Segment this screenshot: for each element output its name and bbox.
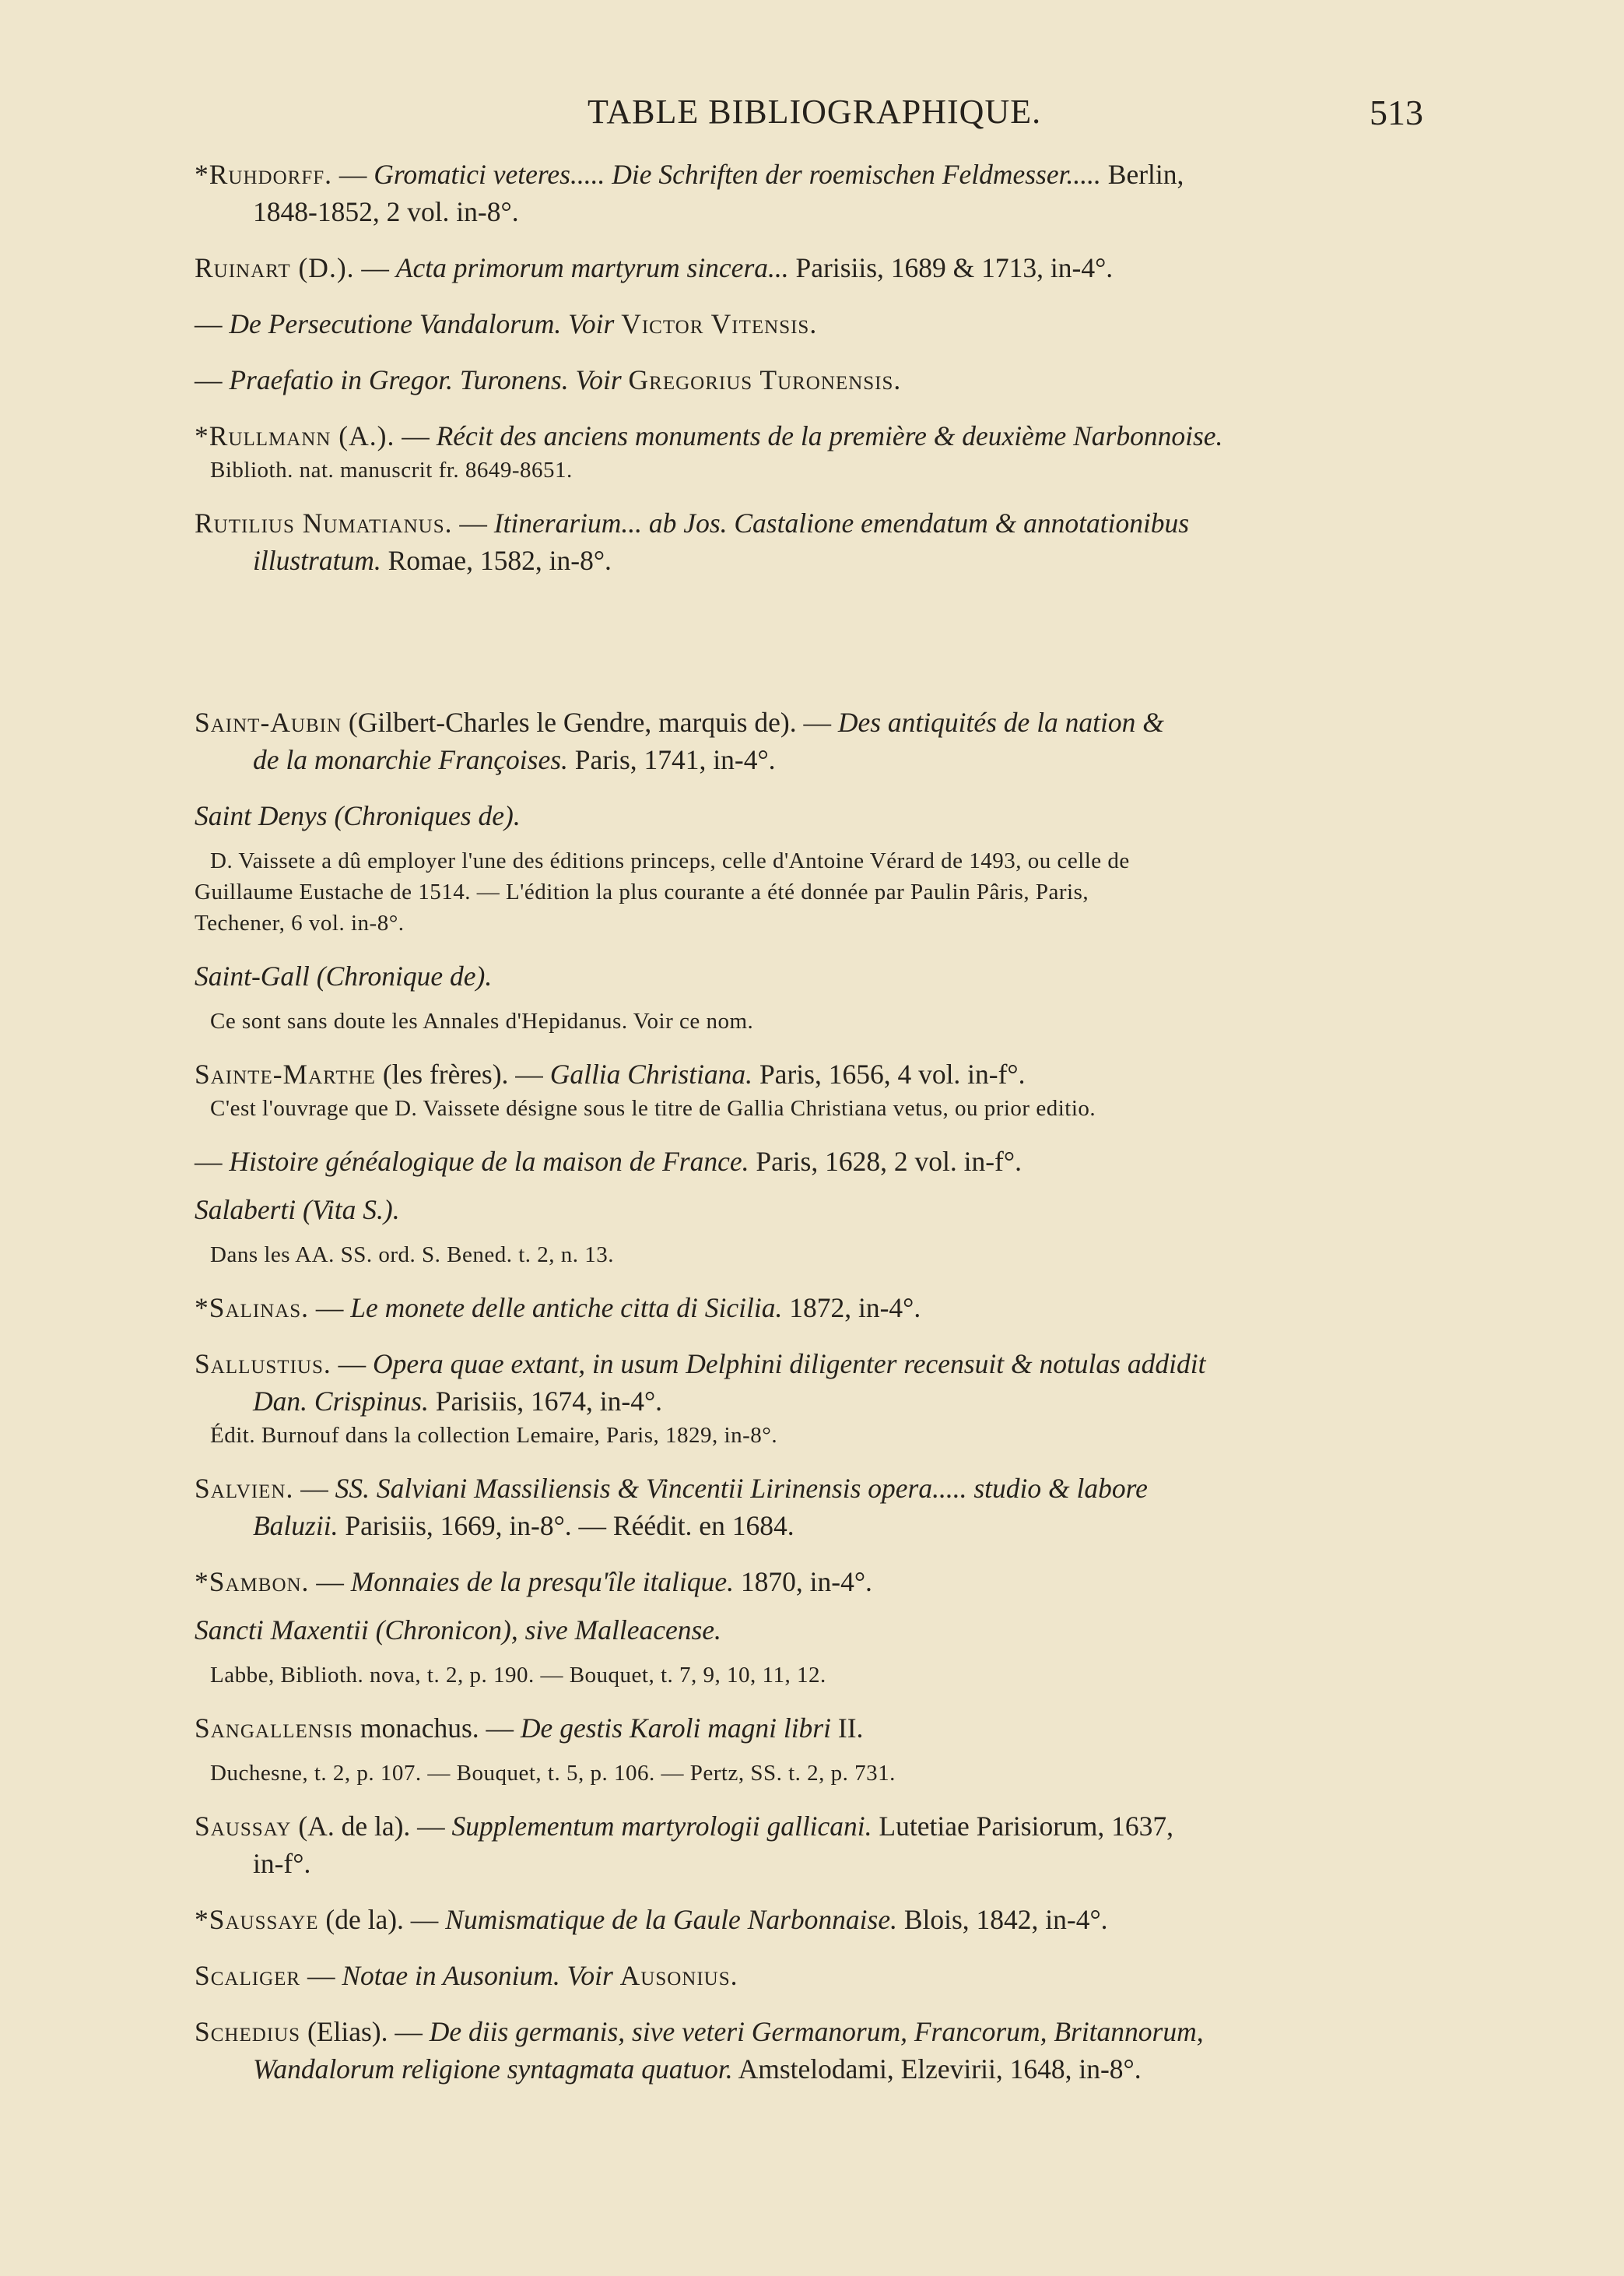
page-number: 513	[1370, 93, 1423, 132]
entry-dash: —	[395, 420, 437, 451]
entry-author-detail: (Elias). —	[300, 2016, 430, 2047]
entry-title: SS. Salviani Massiliensis & Vincentii Lirinensis opera..... studio & labore	[335, 1473, 1148, 1504]
entry-imprint: Paris, 1741, in-4°.	[567, 744, 776, 775]
entry-imprint: 1870, in-4°.	[734, 1566, 872, 1597]
entry-title: De Persecutione Vandalorum. Voir	[229, 308, 615, 339]
entry-title: Itinerarium... ab Jos. Castalione emendatum & annotationibus	[493, 508, 1190, 539]
entry-title-cont: de la monarchie Françoises.	[253, 744, 568, 775]
entry-author: Saint-Aubin	[195, 707, 342, 738]
entry-title: Numismatique de la Gaule Narbonnaise.	[445, 1904, 897, 1935]
entry-author: *Ruhdorff.	[195, 159, 333, 190]
entry-imprint: Romae, 1582, in-8°.	[381, 545, 612, 576]
entry-cross-ref: Ausonius.	[619, 1960, 738, 1991]
entry-author-detail: (de la). —	[318, 1904, 446, 1935]
entry-space	[614, 308, 621, 339]
entry-note: D. Vaissete a dû employer l'une des éditions princeps, celle d'Antoine Vérard de 1493, ou celle de	[210, 848, 1130, 873]
entry-note-cont: Guillaume Eustache de 1514. — L'édition la plus courante a été donnée par Paulin Pâris, Paris,	[195, 880, 1089, 904]
entry-title: Récit des anciens monuments de la première & deuxième Narbonnoise.	[436, 420, 1223, 451]
entry-praefatio	[195, 361, 1424, 399]
entry-author: Scaliger	[195, 1960, 301, 1991]
entry-imprint: Paris, 1628, 2 vol. in-f°.	[749, 1146, 1022, 1177]
entry-imprint-cont: in-f°.	[253, 1848, 311, 1879]
entry-salvien	[195, 1470, 1424, 1544]
entry-space	[622, 364, 629, 395]
entry-dash: —	[452, 508, 494, 539]
entry-author: *Sambon.	[195, 1566, 310, 1597]
entry-dash: —	[331, 1348, 373, 1379]
entry-note: Labbe, Biblioth. nova, t. 2, p. 190. — Bouquet, t. 7, 9, 10, 11, 12.	[210, 1663, 826, 1688]
entry-title: Praefatio in Gregor. Turonens. Voir	[229, 364, 622, 395]
entry-note: Duchesne, t. 2, p. 107. — Bouquet, t. 5, p. 106. — Pertz, SS. t. 2, p. 731.	[210, 1761, 896, 1786]
entry-title-cont: illustratum.	[253, 545, 381, 576]
entry-ruinart	[195, 249, 1424, 286]
entry-sancti-maxentii	[195, 1611, 1424, 1691]
entry-title: Gromatici veteres..... Die Schriften der roemischen Feldmesser.....	[374, 159, 1101, 190]
entry-title: Saint Denys (Chroniques de).	[195, 800, 521, 831]
entry-note: Dans les AA. SS. ord. S. Bened. t. 2, n. 13.	[210, 1242, 615, 1267]
entry-author-detail: (Gilbert-Charles le Gendre, marquis de). —	[342, 707, 838, 738]
entry-title: De gestis Karoli magni libri	[520, 1712, 831, 1744]
entry-note: Édit. Burnouf dans la collection Lemaire, Paris, 1829, in-8°.	[210, 1423, 778, 1448]
entry-title: Supplementum martyrologii gallicani.	[451, 1811, 872, 1842]
entry-author: Schedius	[195, 2016, 301, 2047]
entry-imprint: 1872, in-4°.	[782, 1292, 921, 1323]
entry-dash: —	[309, 1566, 351, 1597]
page-header	[0, 92, 1624, 139]
entry-dash: —	[354, 252, 396, 283]
entry-imprint: Lutetiae Parisiorum, 1637,	[872, 1811, 1174, 1842]
entry-author: Saussay	[195, 1811, 292, 1842]
entry-dash: —	[300, 1960, 342, 1991]
entry-author: *Saussaye	[195, 1904, 319, 1935]
entry-title: Sancti Maxentii (Chronicon), sive Malleacense.	[195, 1614, 721, 1646]
entry-saussaye	[195, 1901, 1424, 1938]
entry-title: Notae in Ausonium. Voir	[342, 1960, 613, 1991]
entry-dash: —	[195, 308, 230, 339]
entry-saint-gall	[195, 957, 1424, 1037]
entry-title: Le monete delle antiche citta di Sicilia.	[350, 1292, 783, 1323]
entry-author: *Salinas.	[195, 1292, 310, 1323]
bibliography-entries	[195, 156, 1424, 2088]
entry-cross-ref: Gregorius Turonensis.	[628, 364, 902, 395]
entry-imprint: Blois, 1842, in-4°.	[896, 1904, 1108, 1935]
entry-author: Sallustius.	[195, 1348, 331, 1379]
entry-salaberti	[195, 1191, 1424, 1270]
entry-rullmann	[195, 417, 1424, 486]
entry-imprint: Amstelodami, Elzevirii, 1648, in-8°.	[732, 2053, 1142, 2085]
entry-author: *Rullmann (A.).	[195, 420, 395, 451]
entry-salinas	[195, 1289, 1424, 1326]
entry-title-cont: Wandalorum religione syntagmata quatuor.	[253, 2053, 733, 2085]
entry-cross-ref: Victor Vitensis.	[621, 308, 818, 339]
entry-title-cont: Baluzii.	[253, 1510, 338, 1541]
entry-note-cont: Techener, 6 vol. in-8°.	[195, 911, 405, 936]
entry-space	[613, 1960, 620, 1991]
entry-title: Gallia Christiana.	[549, 1059, 753, 1090]
entry-note: Biblioth. nat. manuscrit fr. 8649-8651.	[210, 458, 573, 483]
entry-sainte-marthe	[195, 1055, 1424, 1124]
entry-imprint: Parisiis, 1689 & 1713, in-4°.	[788, 252, 1114, 283]
entry-title: Des antiquités de la nation &	[837, 707, 1164, 738]
entry-rutilius	[195, 504, 1424, 579]
entry-author: Salvien.	[195, 1473, 294, 1504]
entry-dash: —	[195, 364, 230, 395]
entry-saint-denys	[195, 797, 1424, 939]
entry-schedius	[195, 2013, 1424, 2088]
entry-ruhdorff	[195, 156, 1424, 230]
entry-author: Sainte-Marthe	[195, 1059, 376, 1090]
entry-scaliger	[195, 1957, 1424, 1994]
entry-author: Sangallensis	[195, 1712, 353, 1744]
entry-author: Rutilius Numatianus.	[195, 508, 453, 539]
entry-title: Saint-Gall (Chronique de).	[195, 961, 493, 992]
entry-imprint: Paris, 1656, 4 vol. in-f°.	[752, 1059, 1026, 1090]
entry-dash: —	[293, 1473, 335, 1504]
entry-author-detail: (les frères). —	[375, 1059, 550, 1090]
entry-imprint: Parisiis, 1669, in-8°. — Réédit. en 1684.	[338, 1510, 794, 1541]
running-title: TABLE BIBLIOGRAPHIQUE.	[588, 93, 1042, 131]
entry-dash: —	[195, 1146, 230, 1177]
entry-sangallensis	[195, 1709, 1424, 1789]
entry-imprint: II.	[831, 1712, 864, 1744]
entry-author: Ruinart (D.).	[195, 252, 355, 283]
entry-title: Monnaies de la presqu'île italique.	[350, 1566, 735, 1597]
entry-sambon	[195, 1563, 1424, 1600]
entry-saussay	[195, 1807, 1424, 1882]
entry-note: C'est l'ouvrage que D. Vaissete désigne sous le titre de Gallia Christiana vetus, ou prior editio.	[210, 1096, 1096, 1121]
entry-note: Ce sont sans doute les Annales d'Hepidanus. Voir ce nom.	[210, 1009, 754, 1034]
entry-de-persecutione	[195, 305, 1424, 342]
entry-saint-aubin	[195, 704, 1424, 778]
entry-imprint-cont: 1848-1852, 2 vol. in-8°.	[253, 196, 519, 227]
entry-imprint: Berlin,	[1100, 159, 1184, 190]
entry-title: Opera quae extant, in usum Delphini diligenter recensuit & notulas addidit	[372, 1348, 1206, 1379]
entry-histoire-genealogique	[195, 1143, 1424, 1180]
entry-title-cont: Dan. Crispinus.	[253, 1386, 429, 1417]
entry-sallustius	[195, 1345, 1424, 1451]
entry-author-detail: (A. de la). —	[291, 1811, 452, 1842]
entry-title: Acta primorum martyrum sincera...	[395, 252, 789, 283]
entry-imprint: Parisiis, 1674, in-4°.	[428, 1386, 663, 1417]
entry-dash: —	[332, 159, 374, 190]
entry-dash: —	[309, 1292, 351, 1323]
entry-title: Salaberti (Vita S.).	[195, 1194, 400, 1225]
entry-title: De diis germanis, sive veteri Germanorum, Francorum, Britannorum,	[429, 2016, 1204, 2047]
entry-title: Histoire généalogique de la maison de France.	[229, 1146, 749, 1177]
entry-author-detail: monachus. —	[353, 1712, 521, 1744]
